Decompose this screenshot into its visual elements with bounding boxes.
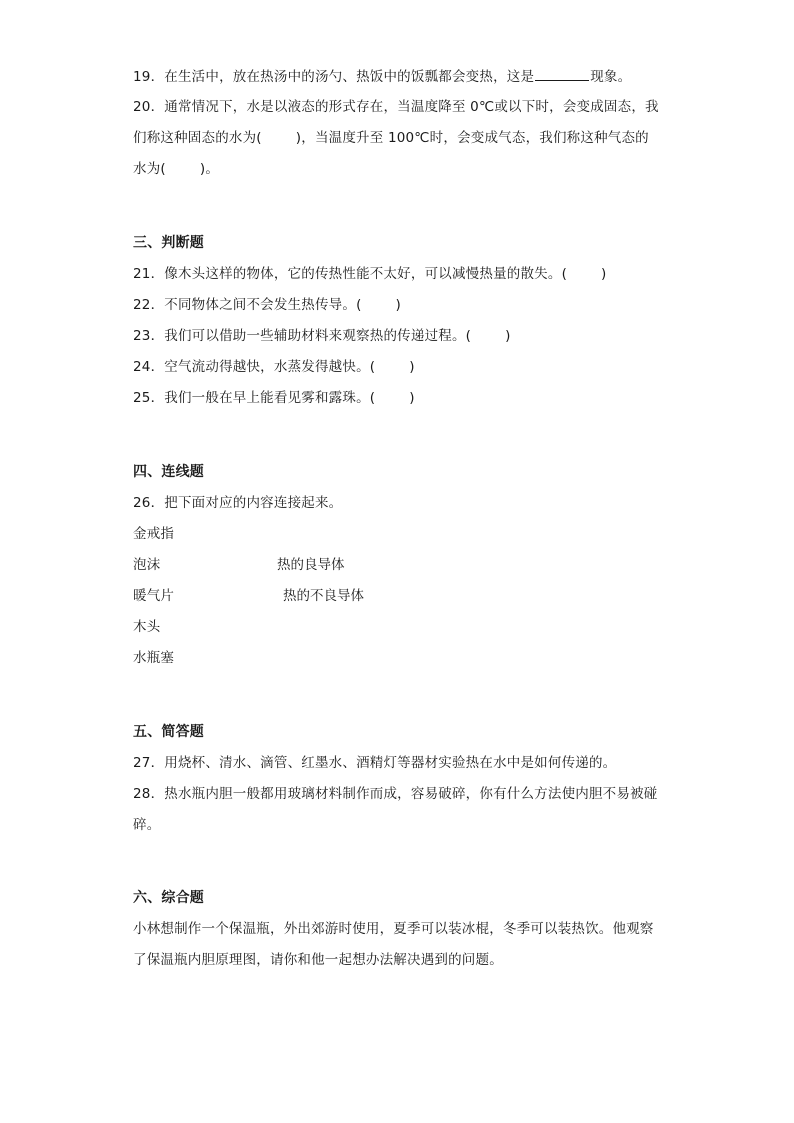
section-5-title: 五、简答题: [133, 724, 204, 740]
match-left-item[interactable]: 木头: [133, 619, 161, 635]
question-text: 22．不同物体之间不会发生热传导。(: [133, 297, 362, 313]
match-left-item[interactable]: 金戒指: [133, 526, 175, 542]
question-28-line-2: 碎。: [133, 817, 161, 833]
question-21: [133, 264, 607, 284]
paren-close: ): [601, 266, 607, 282]
match-left-item[interactable]: 水瓶塞: [133, 650, 175, 666]
question-text: 23．我们可以借助一些辅助材料来观察热的传递过程。(: [133, 328, 472, 344]
question-text: 24．空气流动得越快，水蒸发得越快。(: [133, 359, 376, 375]
section-6-title: 六、综合题: [133, 890, 204, 906]
question-25: [133, 388, 415, 408]
match-right-item[interactable]: 热的不良导体: [283, 588, 364, 604]
question-20-line-3b: )。: [199, 161, 220, 177]
question-28-line-1: 28．热水瓶内胆一般都用玻璃材料制作而成，容易破碎，你有什么方法使内胆不易被碰: [133, 786, 658, 802]
question-27: 27．用烧杯、清水、滴管、红墨水、酒精灯等器材实验热在水中是如何传递的。: [133, 755, 617, 771]
question-20-line-2a: 们称这种固态的水为(: [133, 130, 262, 146]
section-6-line-2: 了保温瓶内胆原理图，请你和他一起想办法解决遇到的问题。: [133, 952, 503, 968]
paren-close: ): [505, 328, 511, 344]
paren-close: ): [409, 390, 415, 406]
paren-close: ): [395, 297, 402, 313]
question-19: [133, 66, 631, 87]
section-3-title: 三、判断题: [133, 235, 204, 251]
section-6-line-1: 小林想制作一个保温瓶，外出郊游时使用，夏季可以装冰棍，冬季可以装热饮。他观察: [133, 921, 654, 937]
section-4-title: 四、连线题: [133, 464, 204, 480]
question-20-line-1: 20．通常情况下，水是以液态的形式存在，当温度降至 0℃或以下时，会变成固态，我: [133, 99, 659, 115]
question-19-prefix: 19．在生活中，放在热汤中的汤勺、热饭中的饭瓢都会变热，这是: [133, 69, 535, 85]
question-22: [133, 295, 401, 315]
question-text: 21．像木头这样的物体，它的传热性能不太好，可以减慢热量的散失。(: [133, 266, 568, 282]
paren-close: ): [409, 359, 415, 375]
question-24: [133, 357, 415, 377]
question-20-line-3: [133, 159, 219, 179]
question-19-suffix: 现象。: [590, 69, 632, 85]
question-23: [133, 326, 511, 346]
match-right-item[interactable]: 热的良导体: [277, 557, 345, 573]
match-left-item[interactable]: 泡沫: [133, 557, 161, 573]
question-20-line-2: [133, 128, 649, 148]
question-26: 26．把下面对应的内容连接起来。: [133, 495, 343, 511]
match-left-item[interactable]: 暖气片: [133, 588, 175, 604]
question-20-line-2b: )，当温度升至 100℃时，会变成气态，我们称这种气态的: [295, 130, 649, 146]
answer-blank[interactable]: [535, 66, 589, 81]
question-20-line-3a: 水为(: [133, 161, 166, 177]
question-text: 25．我们一般在早上能看见雾和露珠。(: [133, 390, 376, 406]
